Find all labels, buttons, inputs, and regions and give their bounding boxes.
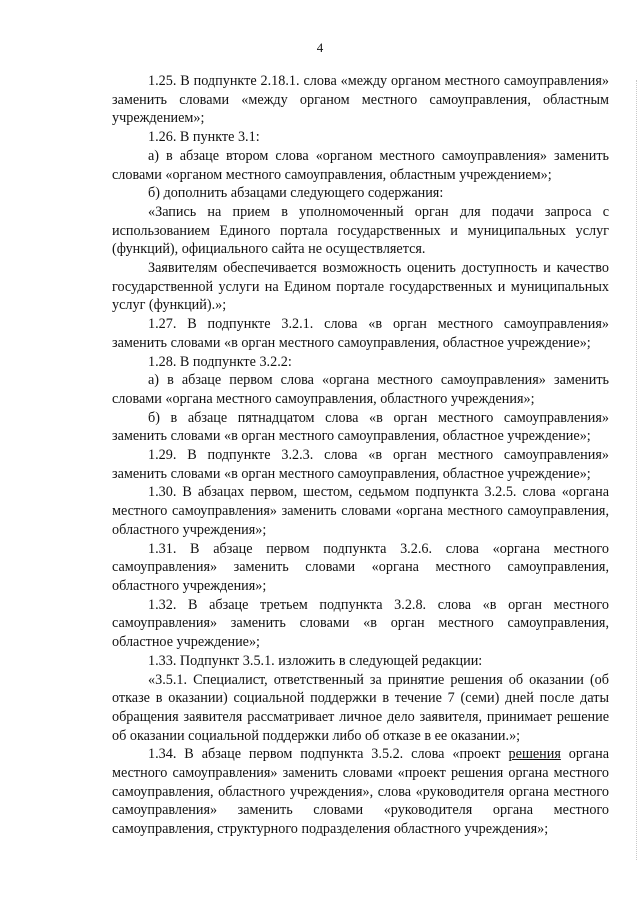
- paragraph-1-28-b: б) в абзаце пятнадцатом слова «в орган местного самоуправления» заменить словами «в орган местного самоуправления, областное учреждение»;: [112, 409, 609, 445]
- paragraph-1-33: 1.33. Подпункт 3.5.1. изложить в следующей редакции:: [148, 652, 483, 669]
- paragraph-1-25: 1.25. В подпункте 2.18.1. слова «между органом местного самоуправления» заменить словами «между органом местного самоуправления, областным учреждением»;: [112, 73, 609, 127]
- paragraph-1-32: 1.32. В абзаце третьем подпункта 3.2.8. слова «в орган местного самоуправления» заменить словами «в орган местного самоуправления, областное учреждение»;: [112, 596, 609, 651]
- page-number: 4: [316, 40, 324, 55]
- paragraph-1-26-a: а) в абзаце втором слова «органом местного самоуправления» заменить словами «органом местного самоуправления, областным учреждением»;: [112, 147, 609, 183]
- paragraph-1-27: 1.27. В подпункте 3.2.1. слова «в орган местного самоуправления» заменить словами «в орган местного самоуправления, областное учреждение»;: [112, 316, 609, 351]
- paragraph-1-34: [112, 745, 609, 839]
- paragraph-1-34-start: 1.34. В абзаце первом подпункта 3.5.2. слова «проект: [148, 746, 509, 763]
- paragraph-1-26: 1.26. В пункте 3.1:: [148, 129, 260, 146]
- underlined-word: решения: [508, 746, 561, 763]
- document-body: [112, 72, 609, 839]
- paragraph-1-34-end: органа местного самоуправления» заменить словами «проект решения органа местного самоуправления, областного учреждения», слова «руководителя органа местного самоуправления» заменить словами «руководителя органа местного самоуправления, структурного подразделения областного учреждения»;: [112, 746, 609, 838]
- paragraph-quote-appointment: «Запись на прием в уполномоченный орган для подачи запроса с использованием Единого портала государственных и муниципальных услуг (функций), официального сайта не осуществляется.: [112, 203, 609, 258]
- paragraph-quote-applicants: Заявителям обеспечивается возможность оценить доступность и качество государственной услуги на Едином портале государственных и муниципальных услуг (функций).»;: [112, 260, 609, 314]
- paragraph-1-28: 1.28. В подпункте 3.2.2:: [148, 353, 292, 370]
- paragraph-1-30: 1.30. В абзацах первом, шестом, седьмом подпункта 3.2.5. слова «органа местного самоуправления» заменить словами «органа местного самоуправления, областного учреждения»;: [112, 484, 609, 538]
- paragraph-1-28-a: а) в абзаце первом слова «органа местного самоуправления» заменить словами «органа местного самоуправления, областного учреждения»;: [112, 372, 609, 407]
- paragraph-quote-3-5-1: «3.5.1. Специалист, ответственный за принятие решения об оказании (об отказе в оказании) социальной поддержки в течение 7 (семи) дней после даты обращения заявителя рассматривает личное дело заявителя, принимает решение об оказании социальной поддержки либо об отказе в ее оказании.»;: [112, 671, 609, 744]
- paragraph-1-31: 1.31. В абзаце первом подпункта 3.2.6. слова «органа местного самоуправления» заменить словами «органа местного самоуправления, областного учреждения»;: [112, 540, 609, 594]
- paragraph-1-29: 1.29. В подпункте 3.2.3. слова «в орган местного самоуправления» заменить словами «в орган местного самоуправления, областное учреждение»;: [112, 447, 609, 482]
- paragraph-1-26-b: б) дополнить абзацами следующего содержания:: [148, 185, 444, 202]
- scan-edge-mark: [634, 80, 637, 860]
